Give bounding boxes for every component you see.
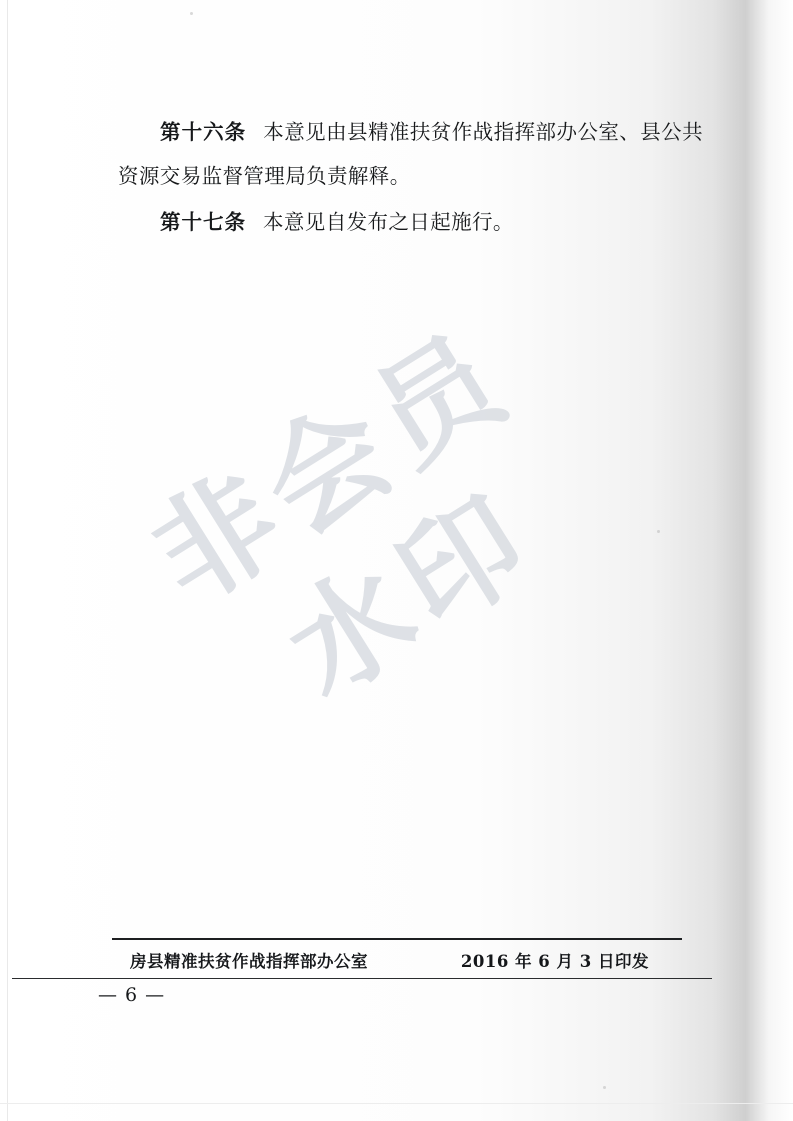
article-paragraph xyxy=(118,200,703,244)
scan-speck xyxy=(190,12,193,15)
scan-speck xyxy=(657,530,660,533)
article-number: 第十六条 xyxy=(160,120,247,144)
article-text: 本意见由县精准扶贫作战指挥部办公室、县公共资源交易监督管理局负责解释。 xyxy=(118,120,704,188)
document-body xyxy=(118,110,703,246)
footer-divider-bottom xyxy=(12,978,712,979)
page-left-edge xyxy=(7,0,8,1121)
page-number: — 6 — xyxy=(98,984,166,1006)
footer-date: 2016 年 6 月 3 日印发 xyxy=(460,952,649,971)
watermark-text: 非会员水印 xyxy=(129,305,559,724)
scan-speck xyxy=(603,1086,606,1089)
document-footer xyxy=(112,938,697,979)
page-bottom-edge xyxy=(0,1103,793,1104)
article-text: 本意见自发布之日起施行。 xyxy=(263,210,514,234)
footer-row xyxy=(112,940,697,974)
article-number: 第十七条 xyxy=(160,210,246,234)
article-paragraph xyxy=(118,110,703,198)
footer-organization: 房县精准扶贫作战指挥部办公室 xyxy=(130,952,368,971)
